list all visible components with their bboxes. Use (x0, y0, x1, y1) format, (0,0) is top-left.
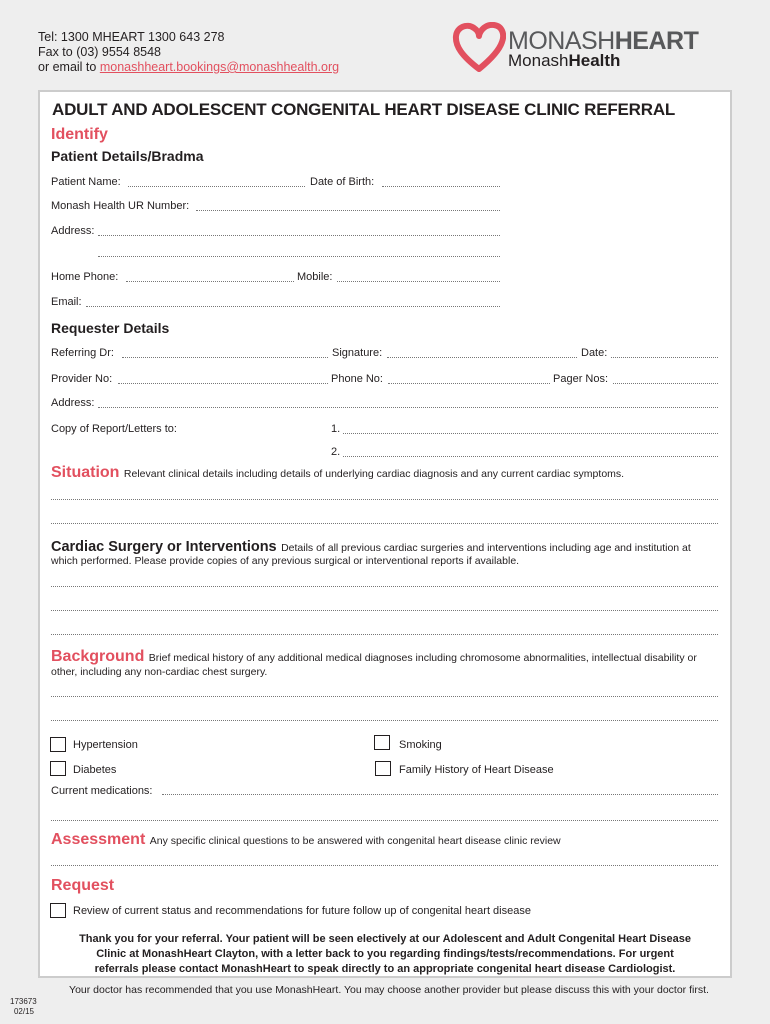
review-label: Review of current status and recommendations for future follow up of congenital heart disease (73, 905, 531, 917)
assessment-row (51, 831, 561, 849)
pager-label: Pager Nos: (553, 373, 609, 385)
surgery-heading: Cardiac Surgery or Interventions (51, 539, 277, 555)
phone-no-label: Phone No: (331, 373, 383, 385)
referring-dr-label: Referring Dr: (51, 347, 114, 359)
patient-address-label: Address: (51, 225, 95, 237)
copy-2-label: 2. (331, 446, 341, 458)
dob-label: Date of Birth: (310, 176, 375, 188)
situation-field-2[interactable] (51, 523, 718, 524)
provider-no-field[interactable] (118, 383, 328, 384)
pager-field[interactable] (613, 383, 718, 384)
surgery-field-1[interactable] (51, 586, 718, 587)
identify-heading: Identify (51, 126, 108, 143)
contact-block (38, 30, 339, 75)
diabetes-label: Diabetes (73, 764, 117, 776)
requester-address-field[interactable] (98, 407, 718, 408)
dob-field[interactable] (382, 186, 500, 187)
logo-wordmark: MONASHHEART (508, 27, 699, 55)
ur-label: Monash Health UR Number: (51, 200, 190, 212)
surgery-desc-2: which performed. Please provide copies of any previous surgical or interventional reports if available. (51, 555, 520, 567)
medications-field-1[interactable] (162, 794, 718, 795)
form-title: ADULT AND ADOLESCENT CONGENITAL HEART DISEASE CLINIC REFERRAL (52, 100, 676, 119)
thanks-note: Thank you for your referral. Your patient will be seen electively at our Adolescent and Adult Congenital Heart Disease Clinic at MonashHeart Clayton, with a letter back to you regarding findings/tests/recommendations. For urgent referrals please contact MonashHeart to speak directly to an appropriate congenital heart disease Cardiologist. (79, 933, 691, 975)
signature-field[interactable] (387, 357, 577, 358)
surgery-field-3[interactable] (51, 634, 718, 635)
patient-name-label: Patient Name: (51, 176, 121, 188)
background-field-2[interactable] (51, 720, 718, 721)
situation-heading: Situation (51, 464, 120, 481)
patient-details-heading: Patient Details/Bradma (51, 148, 204, 164)
copy-1-field[interactable] (343, 433, 718, 434)
surgery-field-2[interactable] (51, 610, 718, 611)
copy-1-label: 1. (331, 423, 341, 435)
situation-desc: Relevant clinical details including details of underlying cardiac diagnosis and any current cardiac symptoms. (123, 468, 625, 480)
patient-address-field[interactable] (98, 235, 500, 236)
email-field[interactable] (86, 306, 500, 307)
assessment-heading: Assessment (51, 831, 146, 848)
mobile-label: Mobile: (297, 271, 333, 283)
assessment-desc: Any specific clinical questions to be answered with congenital heart disease clinic review (149, 835, 561, 847)
review-checkbox[interactable] (50, 903, 66, 918)
hypertension-checkbox[interactable] (50, 737, 66, 752)
family-history-label: Family History of Heart Disease (399, 764, 554, 776)
background-row (51, 648, 697, 666)
contact-email-line (38, 60, 339, 75)
copy-2-field[interactable] (343, 456, 718, 457)
email-label: Email: (51, 296, 82, 308)
contact-fax: Fax to (03) 9554 8548 (38, 45, 161, 59)
background-desc-2: other, including any non-cardiac chest surgery. (51, 666, 268, 678)
assessment-field[interactable] (51, 865, 718, 866)
copy-report-label: Copy of Report/Letters to: (51, 423, 177, 435)
home-phone-label: Home Phone: (51, 271, 119, 283)
background-field-1[interactable] (51, 696, 718, 697)
date-label: Date: (581, 347, 608, 359)
surgery-row (51, 538, 721, 556)
logo-subbrand: MonashHealth (508, 51, 621, 70)
situation-field-1[interactable] (51, 499, 718, 500)
diabetes-checkbox[interactable] (50, 761, 66, 776)
email-link[interactable]: monashheart.bookings@monashhealth.org (99, 60, 340, 74)
heart-logo-icon (452, 22, 506, 72)
hypertension-label: Hypertension (73, 739, 138, 751)
phone-no-field[interactable] (388, 383, 550, 384)
form-code: 173673 02/15 (10, 997, 37, 1016)
signature-label: Signature: (332, 347, 383, 359)
mobile-field[interactable] (337, 281, 500, 282)
referring-dr-field[interactable] (122, 357, 328, 358)
family-history-checkbox[interactable] (375, 761, 391, 776)
situation-row (51, 464, 624, 482)
patient-address-field-2[interactable] (98, 256, 500, 257)
medications-field-2[interactable] (51, 820, 718, 821)
home-phone-field[interactable] (126, 281, 294, 282)
ur-field[interactable] (196, 210, 500, 211)
requester-heading: Requester Details (51, 320, 170, 336)
monashheart-logo (452, 22, 732, 72)
requester-address-label: Address: (51, 397, 95, 409)
date-field[interactable] (611, 357, 718, 358)
footer-note: Your doctor has recommended that you use MonashHeart. You may choose another provider but please discuss this with your doctor first. (69, 984, 709, 996)
email-prefix: or email to (38, 60, 100, 74)
background-heading: Background (51, 648, 145, 665)
provider-no-label: Provider No: (51, 373, 113, 385)
medications-label: Current medications: (51, 785, 153, 797)
background-desc-1: Brief medical history of any additional medical diagnoses including chromosome abnormalities, intellectual disability or (148, 652, 697, 664)
smoking-checkbox[interactable] (374, 735, 390, 750)
contact-tel: Tel: 1300 MHEART 1300 643 278 (38, 30, 225, 44)
patient-name-field[interactable] (128, 186, 305, 187)
request-heading: Request (51, 877, 115, 894)
surgery-desc-1: Details of all previous cardiac surgeries and interventions including age and institution at (281, 542, 691, 554)
smoking-label: Smoking (399, 739, 442, 751)
